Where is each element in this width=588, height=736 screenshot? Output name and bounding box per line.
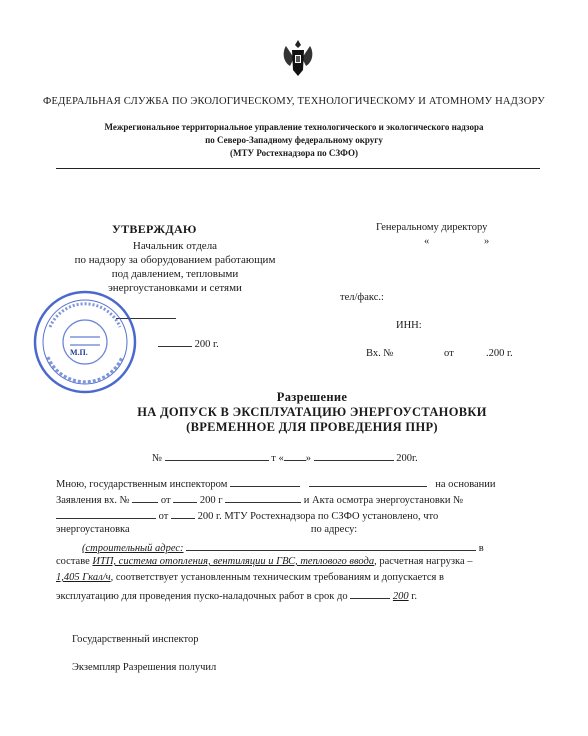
deadline-year-suffix: г. — [411, 591, 418, 602]
addressee-quote-close: » — [484, 236, 490, 247]
act-date-blank — [171, 508, 195, 519]
application-number-blank — [132, 492, 158, 503]
permit-number-line — [152, 450, 418, 464]
in-word: в — [478, 543, 484, 554]
construction-address: (строительный адрес: — [82, 543, 184, 554]
act-from: от — [158, 511, 169, 522]
approval-title: УТВЕРЖДАЮ — [112, 222, 197, 236]
incoming-year-suffix: г. — [507, 348, 513, 359]
permit-number-sign: № — [152, 453, 163, 464]
phone-fax-label: тел/факс.: — [340, 292, 384, 303]
addressee-quote-open: « — [424, 236, 430, 247]
doc-title-line1: Разрешение — [276, 390, 348, 404]
act-year: 200 — [197, 511, 214, 522]
stamp-center-label: М.П. — [70, 348, 88, 357]
doc-title-line2: НА ДОПУСК В ЭКСПЛУАТАЦИЮ ЭНЕРГОУСТАНОВКИ — [137, 405, 487, 419]
design-load-label: , расчетная нагрузка – — [374, 556, 473, 567]
composition-label: составе — [56, 556, 90, 567]
approval-date-year: 200 — [194, 339, 211, 350]
approval-date — [158, 336, 219, 350]
application-date-blank — [173, 492, 197, 503]
inn-label: ИНН: — [396, 320, 422, 331]
header-rule — [56, 168, 540, 169]
regional-office-line2: по Северо-Западному федеральному округу — [205, 135, 383, 145]
agency-name: ФЕДЕРАЛЬНАЯ СЛУЖБА ПО ЭКОЛОГИЧЕСКОМУ, ТЕХНОЛОГИЧЕСКОМУ И АТОМНОМУ НАДЗОРУ — [43, 96, 545, 107]
doc-title-line3: (ВРЕМЕННОЕ ДЛЯ ПРОВЕДЕНИЯ ПНР) — [186, 420, 438, 434]
application-from: от — [160, 495, 171, 506]
address-label: по адресу: — [310, 524, 358, 535]
body-line-1 — [56, 476, 496, 490]
permit-day-blank — [284, 450, 306, 461]
act-number-blank — [56, 508, 156, 519]
approval-position-line2: по надзору за оборудованием работающим — [74, 254, 276, 266]
inspector-intro: Мною, государственным инспектором — [56, 479, 228, 490]
addressee-title: Генеральному директору — [376, 222, 488, 233]
application-extra-blank — [225, 492, 301, 503]
inspector-name-blank-2 — [309, 476, 427, 487]
regional-office-line1: Межрегиональное территориальное управление технологического и экологического надзора — [104, 122, 484, 132]
commissioning-text: эксплуатацию для проведения пуско-наладочных работ в срок до — [56, 591, 348, 602]
inspection-act-label: и Акта осмотра энергоустановки № — [303, 495, 464, 506]
permit-month-blank — [314, 450, 394, 461]
system-composition: ИТП, система отопления, вентиляции и ГВС, теплового ввода — [92, 556, 375, 567]
installation-label: энергоустановка — [56, 524, 130, 535]
approval-position-line4: энергоустановками и сетями — [108, 282, 242, 294]
incoming-from-label: от — [444, 348, 454, 359]
deadline-blank — [350, 588, 390, 599]
permit-year: 200 — [396, 453, 412, 464]
approval-position-line3: под давлением, тепловыми — [111, 268, 239, 280]
application-year: 200 — [199, 495, 216, 506]
coat-of-arms-icon — [278, 36, 318, 80]
act-established-text: г. МТУ Ростехнадзора по СЗФО установлено, что — [215, 511, 439, 522]
regional-office-abbr: (МТУ Ростехнадзора по СЗФО) — [229, 148, 359, 158]
application-year-suffix: г — [218, 495, 223, 506]
deadline-year: 200 — [392, 591, 409, 602]
body-line-5 — [82, 540, 484, 554]
body-line-4 — [56, 524, 357, 535]
application-label: Заявления вх. № — [56, 495, 130, 506]
compliance-text: , соответствует установленным техническим требованиям и допускается в — [110, 572, 444, 583]
body-line-6 — [56, 556, 473, 567]
body-line-3 — [56, 508, 438, 522]
approval-position-line1: Начальник отдела — [132, 240, 218, 252]
permit-date-close: » — [305, 453, 311, 464]
state-inspector-label: Государственный инспектор — [72, 634, 199, 645]
design-load-value: 1,405 Гкал/ч — [56, 572, 111, 583]
approval-date-blank — [158, 336, 192, 347]
inspector-name-blank — [230, 476, 300, 487]
basis-label: на основании — [435, 479, 496, 490]
permit-year-suffix: г. — [412, 453, 418, 464]
approval-date-suffix: г. — [213, 339, 219, 350]
copy-received-label: Экземпляр Разрешения получил — [72, 662, 217, 673]
body-line-7 — [56, 572, 444, 583]
permit-number-blank — [165, 450, 269, 461]
incoming-year — [486, 348, 513, 359]
incoming-year-value: .200 — [486, 348, 505, 359]
incoming-number-label: Вх. № — [366, 348, 394, 359]
body-line-2 — [56, 492, 463, 506]
official-stamp-icon — [30, 287, 140, 397]
construction-address-blank — [186, 540, 476, 551]
body-line-8 — [56, 588, 417, 602]
permit-date-open: т « — [271, 453, 284, 464]
